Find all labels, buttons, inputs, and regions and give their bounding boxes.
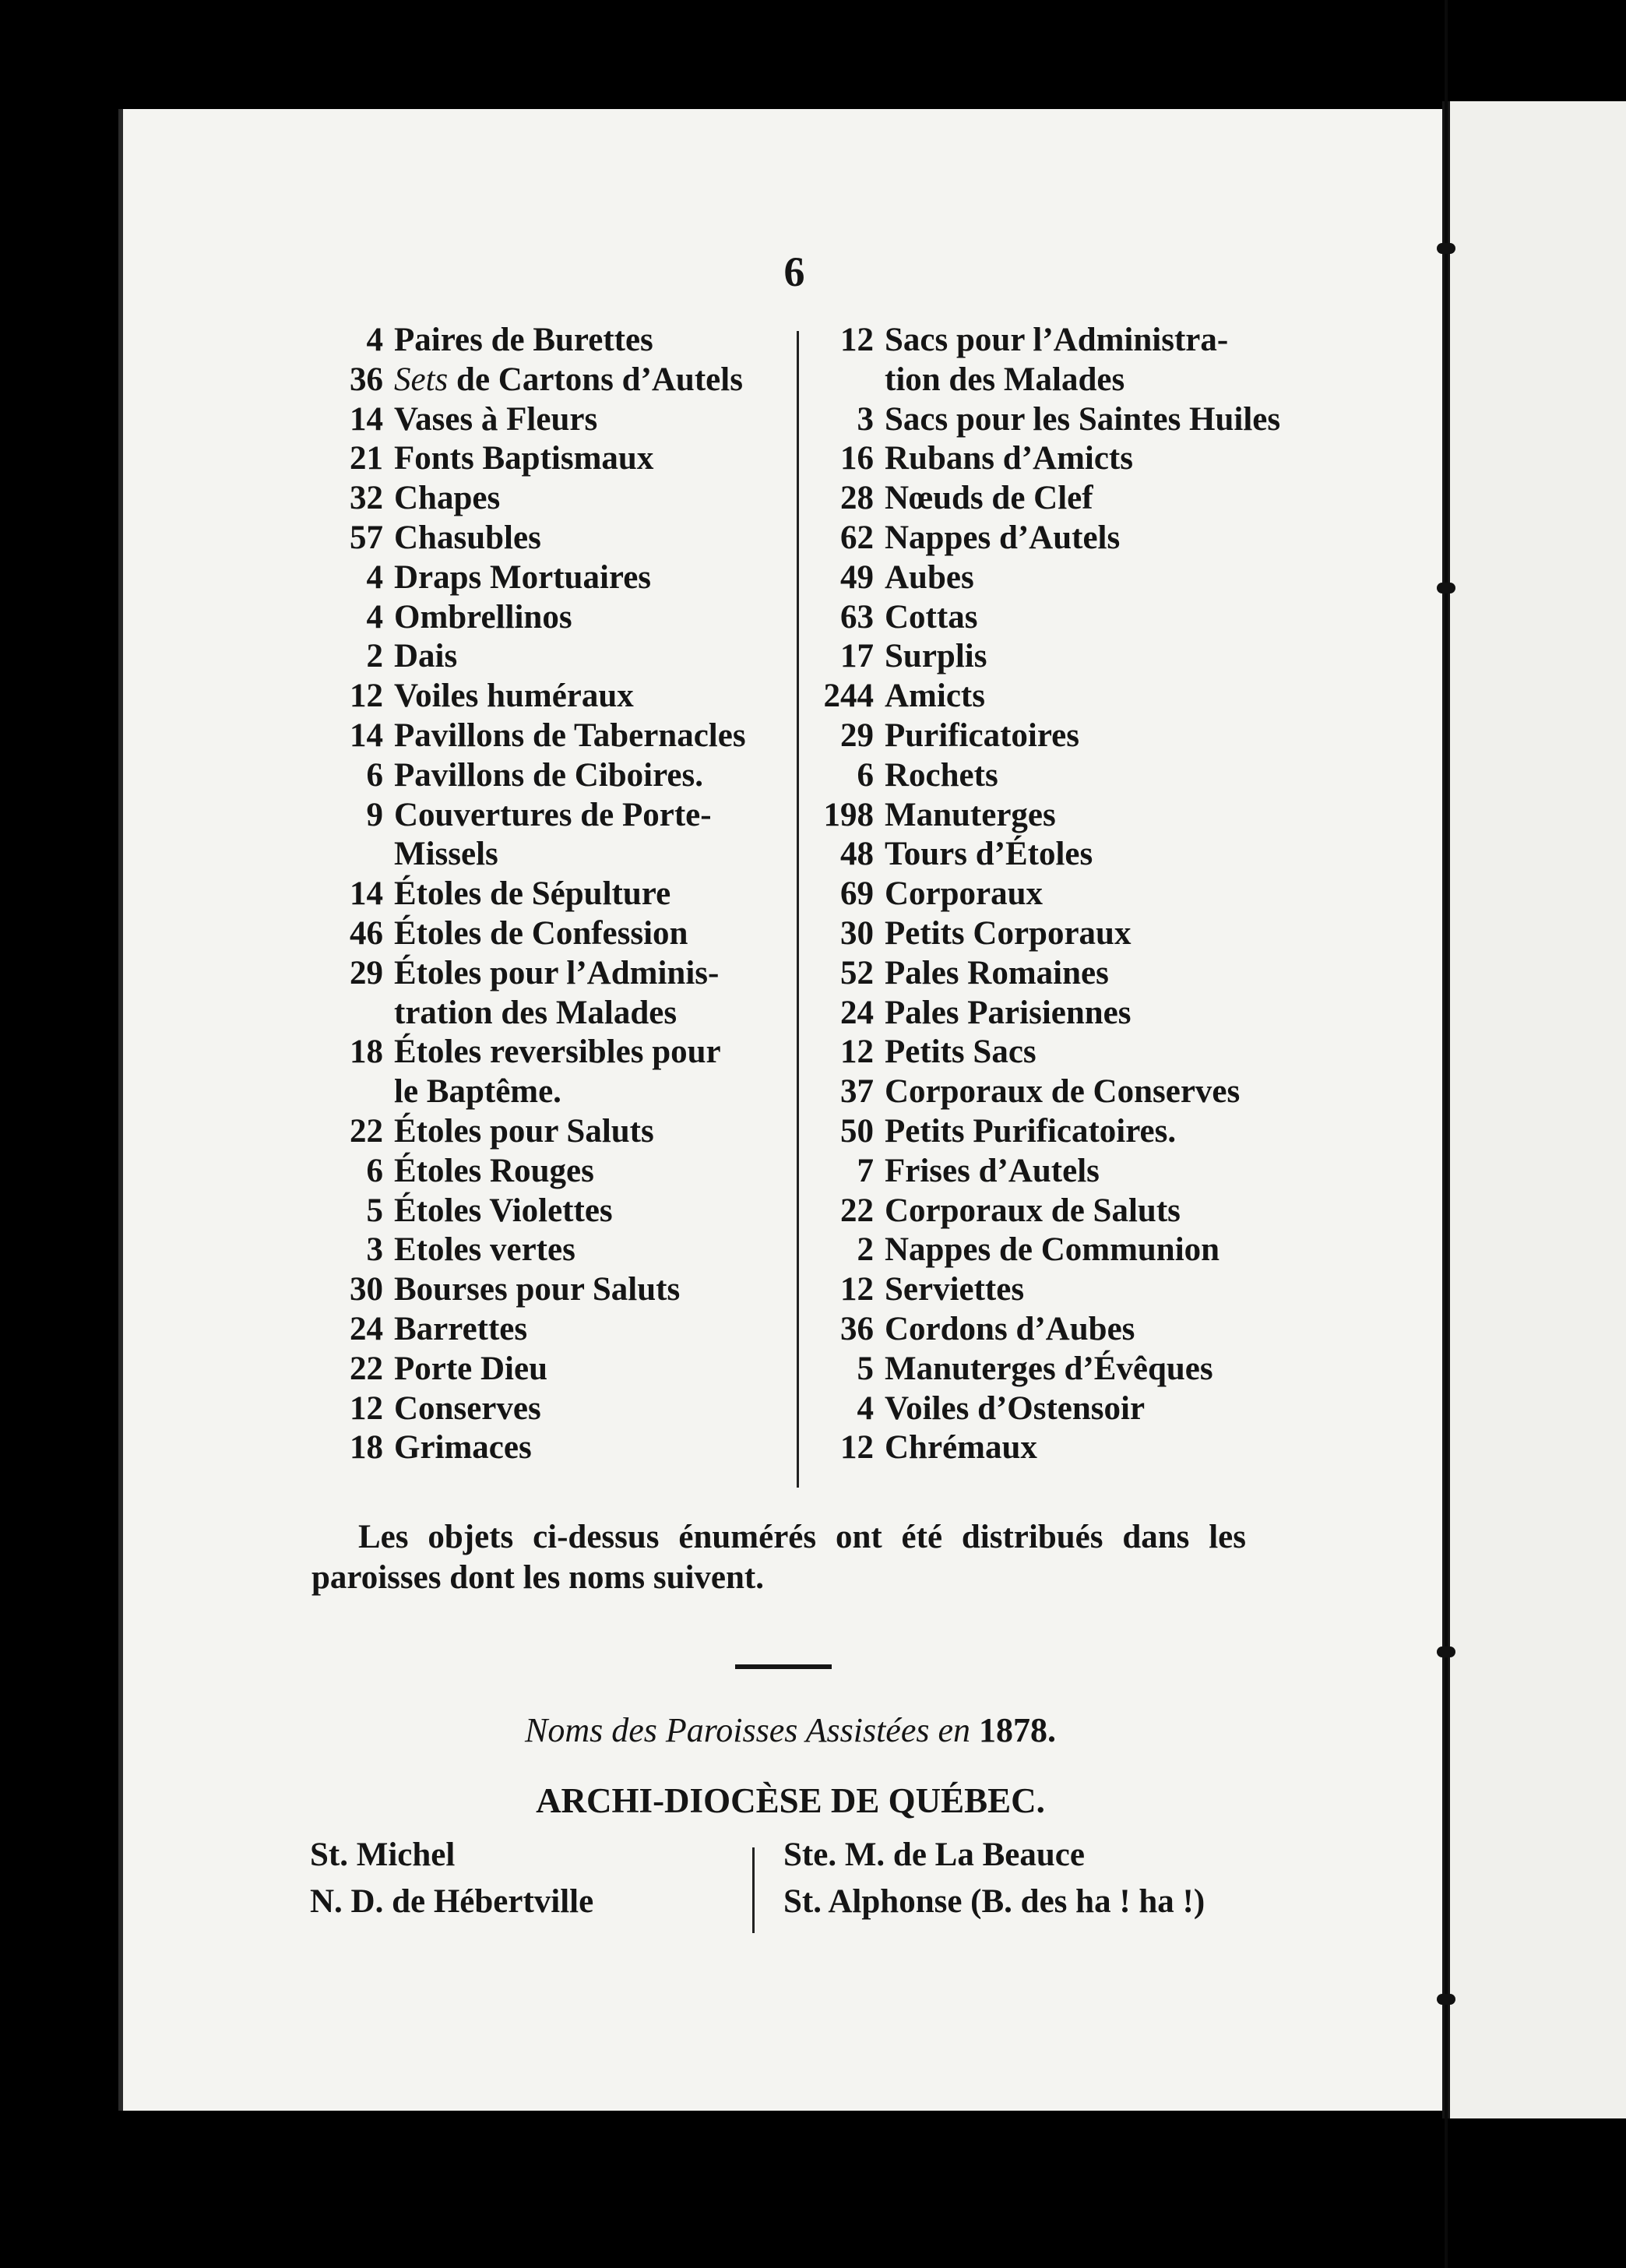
left-inventory-column	[311, 321, 787, 1468]
inventory-row	[802, 439, 1269, 479]
item-label-text: de Cartons d’Autels	[456, 361, 743, 398]
binding-stitch	[1437, 583, 1455, 593]
right-inventory-column	[802, 321, 1281, 1468]
item-quantity: 30	[840, 914, 874, 952]
inventory-row	[802, 1350, 1269, 1389]
item-label: Corporaux	[885, 875, 1044, 913]
inventory-row	[311, 717, 787, 756]
inventory-row	[311, 1270, 787, 1310]
item-quantity: 36	[840, 1310, 874, 1347]
inventory-row	[311, 677, 787, 717]
item-label: Corporaux de Conserves	[885, 1073, 1241, 1111]
item-quantity: 57	[350, 519, 383, 556]
item-quantity: 9	[366, 796, 383, 833]
item-quantity: 6	[366, 756, 383, 794]
inventory-row	[802, 479, 1269, 519]
item-label: Petits Purificatoires.	[885, 1112, 1177, 1150]
parish-name: N. D. de Hébertville	[310, 1883, 594, 1920]
item-label: Frises d’Autels	[885, 1152, 1100, 1189]
item-label: Bourses pour Saluts	[394, 1271, 681, 1308]
item-quantity: 4	[366, 322, 383, 358]
item-quantity: 30	[350, 1271, 383, 1308]
inventory-row-continuation	[802, 361, 1269, 400]
item-quantity: 14	[350, 875, 383, 913]
inventory-row	[311, 439, 787, 479]
inventory-row	[802, 1033, 1269, 1072]
item-label: Vases à Fleurs	[394, 400, 598, 438]
parish-name: Ste. M. de La Beauce	[783, 1837, 1085, 1873]
item-quantity: 5	[857, 1350, 874, 1387]
item-quantity: 2	[366, 638, 383, 675]
inventory-row	[311, 361, 787, 400]
inventory-row	[802, 875, 1269, 914]
column-divider	[797, 331, 799, 1488]
item-label	[394, 361, 743, 400]
item-label: Etoles vertes	[394, 1231, 575, 1269]
item-quantity: 16	[840, 440, 874, 477]
inventory-row	[802, 756, 1269, 796]
item-label: Tours d’Étoles	[885, 836, 1093, 873]
item-quantity: 3	[857, 400, 874, 438]
item-label: Voiles huméraux	[394, 678, 634, 715]
item-quantity: 14	[350, 717, 383, 754]
item-quantity: 14	[350, 400, 383, 438]
inventory-row	[311, 598, 787, 638]
inventory-row	[802, 400, 1281, 440]
item-quantity: 36	[350, 361, 383, 398]
item-label: Dais	[394, 638, 458, 675]
binding-stitch	[1437, 1646, 1455, 1657]
item-quantity: 46	[350, 914, 383, 952]
item-label: Rubans d’Amicts	[885, 440, 1133, 477]
item-label: Aubes	[885, 558, 974, 596]
item-quantity: 4	[366, 598, 383, 636]
inventory-row	[802, 637, 1269, 677]
inventory-row	[802, 519, 1269, 558]
inventory-row	[802, 558, 1269, 598]
item-quantity: 62	[840, 519, 874, 556]
inventory-row	[802, 598, 1269, 638]
binding-stitch	[1437, 243, 1455, 254]
item-label: Voiles d’Ostensoir	[885, 1389, 1146, 1427]
item-label: Pavillons de Tabernacles	[394, 717, 746, 754]
item-label: Missels	[394, 836, 498, 873]
item-label: Nappes d’Autels	[885, 519, 1121, 556]
inventory-row	[311, 1112, 787, 1152]
inventory-row-continuation	[311, 994, 787, 1034]
inventory-row-continuation	[311, 835, 787, 875]
inventory-row	[802, 994, 1269, 1034]
item-label: Sacs pour les Saintes Huiles	[885, 400, 1281, 438]
inventory-row	[311, 1428, 787, 1468]
inventory-row	[802, 1112, 1269, 1152]
item-label: Chapes	[394, 480, 501, 517]
item-quantity: 22	[350, 1112, 383, 1150]
inventory-row	[802, 1072, 1269, 1112]
item-quantity: 198	[823, 796, 874, 833]
item-label: le Baptême.	[394, 1073, 561, 1111]
item-quantity: 12	[840, 1429, 874, 1467]
inventory-row	[802, 835, 1269, 875]
item-label: Corporaux de Saluts	[885, 1192, 1181, 1229]
item-label: Pales Romaines	[885, 954, 1109, 991]
item-label: Pavillons de Ciboires.	[394, 756, 703, 794]
inventory-row	[802, 914, 1269, 954]
item-quantity: 24	[840, 994, 874, 1031]
inventory-row	[311, 756, 787, 796]
item-label: Étoles de Sépulture	[394, 875, 671, 913]
item-quantity: 21	[350, 440, 383, 477]
diocese-heading: ARCHI-DIOCÈSE DE QUÉBEC.	[536, 1781, 1045, 1820]
inventory-row	[311, 1033, 787, 1072]
inventory-row	[802, 796, 1269, 836]
inventory-row	[802, 717, 1269, 756]
item-label: Étoles pour l’Adminis-	[394, 954, 720, 991]
item-quantity: 12	[840, 1271, 874, 1308]
item-quantity: 24	[350, 1310, 383, 1347]
item-quantity: 18	[350, 1034, 383, 1071]
inventory-row	[311, 479, 787, 519]
inventory-row	[802, 1389, 1269, 1429]
item-label: Petits Corporaux	[885, 914, 1132, 952]
item-label: Purificatoires	[885, 717, 1079, 754]
item-quantity: 7	[857, 1152, 874, 1189]
parish-divider	[752, 1847, 755, 1933]
inventory-row	[311, 321, 787, 361]
item-label: Étoles Violettes	[394, 1192, 613, 1229]
item-label: Fonts Baptismaux	[394, 440, 654, 477]
item-quantity: 50	[840, 1112, 874, 1150]
item-label: Cottas	[885, 598, 978, 636]
item-quantity: 52	[840, 954, 874, 991]
inventory-row	[802, 1428, 1269, 1468]
parish-name: St. Alphonse (B. des ha ! ha !)	[783, 1883, 1205, 1920]
inventory-row	[311, 1350, 787, 1389]
item-label: Nappes de Communion	[885, 1231, 1220, 1269]
inventory-row	[802, 677, 1269, 717]
inventory-row	[311, 1231, 787, 1270]
item-quantity: 12	[350, 678, 383, 715]
item-quantity: 22	[350, 1350, 383, 1387]
inventory-row	[802, 1152, 1269, 1192]
item-quantity: 29	[350, 954, 383, 991]
item-quantity: 28	[840, 480, 874, 517]
inventory-row	[311, 914, 787, 954]
item-label: tration des Malades	[394, 994, 678, 1031]
item-quantity: 4	[366, 558, 383, 596]
parishes-heading	[311, 1710, 1269, 1750]
inventory-row	[311, 1389, 787, 1429]
item-quantity: 17	[840, 638, 874, 675]
parish-list-right	[783, 1832, 1282, 1925]
item-quantity: 22	[840, 1192, 874, 1229]
item-label: Chrémaux	[885, 1429, 1037, 1467]
item-label: Pales Parisiennes	[885, 994, 1132, 1031]
inventory-row	[311, 1152, 787, 1192]
item-quantity: 63	[840, 598, 874, 636]
inventory-row	[311, 796, 787, 836]
item-label: Manuterges d’Évêques	[885, 1350, 1213, 1387]
item-label: Nœuds de Clef	[885, 480, 1093, 517]
inventory-row	[311, 954, 787, 994]
inventory-row-continuation	[311, 1072, 787, 1112]
item-label: Ombrellinos	[394, 598, 572, 636]
item-quantity: 12	[840, 1034, 874, 1071]
inventory-row	[802, 954, 1269, 994]
item-label: Cordons d’Aubes	[885, 1310, 1135, 1347]
item-quantity: 48	[840, 836, 874, 873]
distribution-note: Les objets ci-dessus énumérés ont été distribués dans les paroisses dont les noms suivent.	[311, 1519, 1246, 1596]
inventory-row	[311, 400, 787, 440]
item-label: Surplis	[885, 638, 987, 675]
item-label: Draps Mortuaires	[394, 558, 652, 596]
section-rule	[735, 1664, 832, 1669]
item-label: Petits Sacs	[885, 1034, 1036, 1071]
page-number: 6	[783, 248, 805, 295]
item-quantity: 69	[840, 875, 874, 913]
item-label: Barrettes	[394, 1310, 528, 1347]
item-label: Porte Dieu	[394, 1350, 548, 1387]
inventory-row	[802, 1192, 1269, 1231]
item-label: Étoles de Confession	[394, 914, 688, 952]
parishes-heading-year: 1878.	[979, 1711, 1056, 1749]
item-quantity: 4	[857, 1389, 874, 1427]
item-quantity: 244	[823, 678, 874, 715]
item-quantity: 12	[840, 322, 874, 358]
item-label: Étoles Rouges	[394, 1152, 594, 1189]
inventory-row	[311, 519, 787, 558]
item-label: Couvertures de Porte-	[394, 796, 712, 833]
item-label: Étoles reversibles pour	[394, 1034, 721, 1071]
item-quantity: 6	[857, 756, 874, 794]
inventory-row	[311, 875, 787, 914]
item-label: Manuterges	[885, 796, 1056, 833]
item-quantity: 37	[840, 1073, 874, 1111]
parishes-heading-text: Noms des Paroisses Assistées en	[525, 1711, 970, 1749]
facing-page-edge	[1450, 101, 1626, 2118]
inventory-row	[802, 1310, 1269, 1350]
item-quantity: 5	[366, 1192, 383, 1229]
inventory-row	[311, 1310, 787, 1350]
binding-thread	[1445, 0, 1448, 2268]
item-quantity: 12	[350, 1389, 383, 1427]
item-label: tion des Malades	[885, 361, 1125, 398]
item-label: Serviettes	[885, 1271, 1025, 1308]
item-quantity: 49	[840, 558, 874, 596]
item-label: Grimaces	[394, 1429, 532, 1467]
item-quantity: 18	[350, 1429, 383, 1467]
binding-stitch	[1437, 1994, 1455, 2005]
item-label: Amicts	[885, 678, 985, 715]
item-label: Étoles pour Saluts	[394, 1112, 654, 1150]
item-quantity: 6	[366, 1152, 383, 1189]
item-label-italic: Sets	[394, 361, 449, 398]
item-quantity: 32	[350, 480, 383, 517]
item-quantity: 2	[857, 1231, 874, 1269]
item-label: Chasubles	[394, 519, 541, 556]
inventory-row	[802, 321, 1269, 361]
parish-name: St. Michel	[310, 1837, 456, 1873]
inventory-row	[802, 1270, 1269, 1310]
item-label: Rochets	[885, 756, 998, 794]
item-label: Sacs pour l’Administra-	[885, 322, 1229, 358]
item-label: Paires de Burettes	[394, 322, 653, 358]
parish-list-left	[310, 1832, 730, 1925]
inventory-row	[311, 637, 787, 677]
item-quantity: 29	[840, 717, 874, 754]
item-label: Conserves	[394, 1389, 541, 1427]
inventory-row	[311, 558, 787, 598]
inventory-row	[311, 1192, 787, 1231]
inventory-row	[802, 1231, 1269, 1270]
item-quantity: 3	[366, 1231, 383, 1269]
